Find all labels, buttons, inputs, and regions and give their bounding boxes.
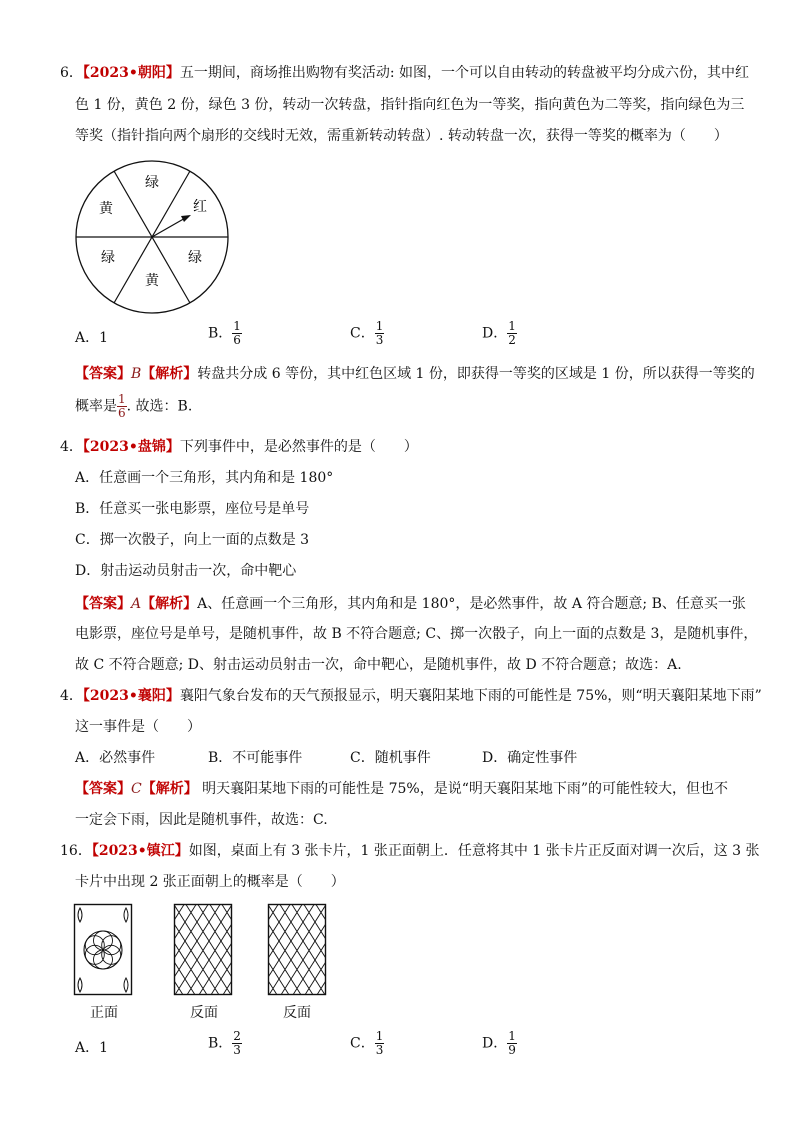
q4b-option-c[interactable]: C．随机事件 xyxy=(350,750,431,766)
q6-answer-line2: 概率是 $\frac{1}{6}$ . 故选：B. xyxy=(75,392,193,420)
q4a-answer-line2: 电影票，座位号是单号，是随机事件，故 B 不符合题意; C、掷一次骰子，向上一面的点数是 3，是随机事件， xyxy=(75,626,758,642)
card-caption-back-1: 反面 xyxy=(190,1005,218,1021)
q6-tag: 【2023•朝阳】 xyxy=(82,65,180,81)
card-caption-back-2: 反面 xyxy=(283,1005,311,1021)
wheel-label-lower-left: 绿 xyxy=(101,250,115,266)
q16-option-c[interactable]: C． $\frac{1}{3}$ xyxy=(350,1029,384,1057)
q6-option-d[interactable]: D． $\frac{1}{2}$ xyxy=(482,319,516,347)
q4a-stem: 4．【2023•盘锦】下列事件中，是必然事件的是（ ） xyxy=(60,439,418,455)
q4b-answer-line1: 【答案】C【解析】 明天襄阳某地下雨的可能性是 75%，是说“明天襄阳某地下雨”的可能性较大，但也不 xyxy=(75,781,729,797)
q4b-line1: 4．【2023•襄阳】襄阳气象台发布的天气预报显示，明天襄阳某地下雨的可能性是 75%，则“明天襄阳某地下雨” xyxy=(60,688,762,704)
q16-line1: 16．【2023•镇江】如图，桌面上有 3 张卡片，1 张正面朝上．任意将其中 1 张卡片正反面对调一次后，这 3 张 xyxy=(60,843,760,859)
q4a-option-d[interactable]: D．射击运动员射击一次，命中靶心 xyxy=(75,563,297,579)
spinner-wheel-figure xyxy=(70,155,235,320)
q6-line1: 6．【2023•朝阳】五一期间，商场推出购物有奖活动: 如图，一个可以自由转动的转盘被平均分成六份，其中红 xyxy=(60,65,750,81)
wheel-label-top: 绿 xyxy=(145,175,159,191)
q4b-option-d[interactable]: D．确定性事件 xyxy=(482,750,578,766)
q4b-option-b[interactable]: B．不可能事件 xyxy=(208,750,303,766)
card-front-figure xyxy=(73,903,133,998)
card-back-figure-1 xyxy=(173,903,233,998)
q16-option-a[interactable]: A．1 xyxy=(75,1040,109,1056)
q6-option-b[interactable]: B． $\frac{1}{6}$ xyxy=(208,319,241,347)
card-caption-front: 正面 xyxy=(90,1005,118,1021)
q6-line2: 色 1 份，黄色 2 份，绿色 3 份，转动一次转盘，指针指向红色为一等奖，指向黄色为二等奖，指向绿色为三 xyxy=(75,97,745,113)
wheel-label-bottom: 黄 xyxy=(145,273,159,289)
q4a-option-c[interactable]: C．掷一次骰子，向上一面的点数是 3 xyxy=(75,532,310,548)
q16-line2: 卡片中出现 2 张正面朝上的概率是（ ） xyxy=(75,874,345,890)
wheel-label-lower-right: 绿 xyxy=(188,250,202,266)
q6-option-a[interactable]: A．1 xyxy=(75,330,109,346)
q6-line3: 等奖（指针指向两个扇形的交线时无效，需重新转动转盘）. 转动转盘一次，获得一等奖的概率为（ ） xyxy=(75,128,728,144)
card-back-figure-2 xyxy=(267,903,327,998)
q4b-option-a[interactable]: A．必然事件 xyxy=(75,750,156,766)
q4a-answer-line3: 故 C 不符合题意; D、射击运动员射击一次，命中靶心，是随机事件，故 D 不符合题意；故选：A. xyxy=(75,657,682,673)
wheel-label-upper-right: 红 xyxy=(193,199,207,215)
wheel-label-upper-left: 黄 xyxy=(99,201,113,217)
q4b-line2: 这一事件是（ ） xyxy=(75,719,201,735)
q4a-answer-line1: 【答案】A【解析】A、任意画一个三角形，其内角和是 180°，是必然事件，故 A 符合题意; B、任意买一张 xyxy=(75,596,746,612)
q4b-answer-line2: 一定会下雨，因此是随机事件，故选：C. xyxy=(75,812,328,828)
q16-option-b[interactable]: B． $\frac{2}{3}$ xyxy=(208,1029,241,1057)
q6-answer-line1: 【答案】B【解析】转盘共分成 6 等份，其中红色区域 1 份，即获得一等奖的区域是 1 份，所以获得一等奖的 xyxy=(75,366,755,382)
q16-option-d[interactable]: D． $\frac{1}{9}$ xyxy=(482,1029,516,1057)
q6-option-c[interactable]: C． $\frac{1}{3}$ xyxy=(350,319,384,347)
q4a-option-b[interactable]: B．任意买一张电影票，座位号是单号 xyxy=(75,501,310,517)
q4a-option-a[interactable]: A．任意画一个三角形，其内角和是 180° xyxy=(75,470,334,486)
